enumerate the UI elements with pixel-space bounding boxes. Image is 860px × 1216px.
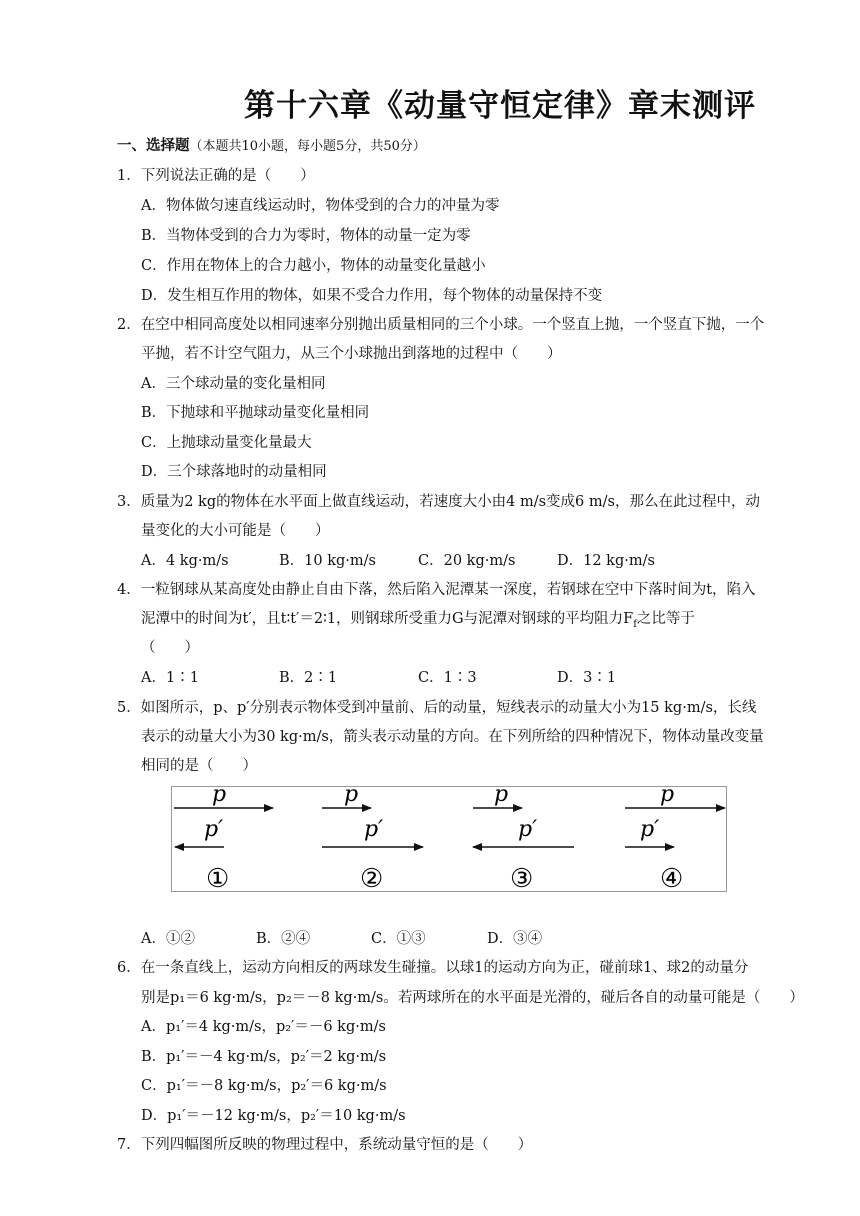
question-5-stem-paren: 相同的是（ ） [141, 758, 257, 774]
question-5-option-a: A．①② [141, 931, 195, 947]
momentum-arrows-figure [171, 786, 727, 892]
question-4-stem-paren: （ ） [141, 640, 199, 656]
question-3-option-c: C．20 kg·m/s [418, 553, 516, 569]
question-5-option-c: C．①③ [371, 931, 426, 947]
question-6-option-d: D．p₁′＝－12 kg·m/s，p₂′＝10 kg·m/s [141, 1108, 406, 1124]
question-4-stem-continued [141, 609, 695, 635]
case-3-pp-label: p′ [518, 817, 538, 842]
question-4-option-c: C．1∶3 [418, 670, 477, 686]
question-2-option-c: C．上抛球动量变化量最大 [141, 435, 312, 451]
question-4-option-a: A．1∶1 [141, 670, 199, 686]
question-3-option-b: B．10 kg·m/s [279, 553, 376, 569]
momentum-arrows-svg [172, 787, 726, 891]
question-5-option-b: B．②④ [256, 931, 311, 947]
question-2-option-a: A．三个球动量的变化量相同 [141, 376, 326, 392]
case-2-number: ② [360, 864, 384, 891]
case-3-p-label: p [494, 787, 509, 807]
case-2-p-label: p [344, 787, 359, 807]
section-heading [117, 136, 426, 157]
case-2-pp-label: p′ [364, 817, 384, 842]
question-4-subscript: f [633, 618, 637, 630]
question-3-option-a: A．4 kg·m/s [141, 553, 229, 569]
question-4-stem-text: 泥潭中的时间为t′，且t∶t′＝2∶1，则钢球所受重力G与泥潭对钢球的平均阻力F [141, 611, 634, 627]
question-1-stem: 1．下列说法正确的是（ ） [117, 168, 315, 184]
question-1-option-a: A．物体做匀速直线运动时，物体受到的合力的冲量为零 [141, 198, 500, 214]
question-4-option-b: B．2∶1 [279, 670, 338, 686]
question-2-stem-continued: 平抛，若不计空气阻力，从三个小球抛出到落地的过程中（ ） [141, 346, 562, 362]
question-2-stem: 2．在空中相同高度处以相同速率分别抛出质量相同的三个小球。一个竖直上抛，一个竖直下抛，一个 [117, 317, 765, 333]
case-1-p-label: p [212, 787, 227, 807]
question-6-option-c: C．p₁′＝－8 kg·m/s，p₂′＝6 kg·m/s [141, 1078, 387, 1094]
question-7-stem: 7．下列四幅图所反映的物理过程中，系统动量守恒的是（ ） [117, 1137, 533, 1153]
question-1-option-b: B．当物体受到的合力为零时，物体的动量一定为零 [141, 228, 471, 244]
question-3-stem: 3．质量为2 kg的物体在水平面上做直线运动，若速度大小由4 m/s变成6 m/s，那么在此过程中，动 [117, 494, 760, 510]
case-4-pp-label: p′ [640, 817, 660, 842]
question-6-option-a: A．p₁′＝4 kg·m/s，p₂′＝－6 kg·m/s [141, 1019, 386, 1035]
question-3-option-d: D．12 kg·m/s [557, 553, 655, 569]
question-1-option-d: D．发生相互作用的物体，如果不受合力作用，每个物体的动量保持不变 [141, 288, 603, 304]
question-4-option-d: D．3∶1 [557, 670, 617, 686]
case-1-pp-label: p′ [204, 817, 224, 842]
question-3-stem-continued: 量变化的大小可能是（ ） [141, 523, 330, 539]
question-4-stem: 4．一粒钢球从某高度处由静止自由下落，然后陷入泥潭某一深度，若钢球在空中下落时间为t，陷入 [117, 582, 756, 598]
question-6-option-b: B．p₁′＝－4 kg·m/s，p₂′＝2 kg·m/s [141, 1049, 387, 1065]
case-4-p-label: p [660, 787, 675, 807]
case-1-number: ① [206, 864, 230, 891]
section-heading-text: 一、选择题 [117, 138, 190, 154]
question-2-option-b: B．下抛球和平抛球动量变化量相同 [141, 405, 370, 421]
question-5-stem-continued: 表示的动量大小为30 kg·m/s，箭头表示动量的方向。在下列所给的四种情况下，物体动量改变量 [141, 729, 764, 745]
question-5-option-d: D．③④ [487, 931, 543, 947]
question-5-stem: 5．如图所示，p、p′分别表示物体受到冲量前、后的动量，短线表示的动量大小为15 kg·m/s，长线 [117, 700, 757, 716]
question-6-stem-continued: 别是p₁＝6 kg·m/s，p₂＝－8 kg·m/s。若两球所在的水平面是光滑的，碰后各自的动量可能是（ ） [141, 990, 804, 1006]
page-title: 第十六章《动量守恒定律》章末测评 [244, 88, 756, 124]
section-note: （本题共10小题，每小题5分，共50分） [189, 139, 426, 154]
case-3-number: ③ [510, 864, 534, 891]
question-2-option-d: D．三个球落地时的动量相同 [141, 464, 327, 480]
question-1-option-c: C．作用在物体上的合力越小，物体的动量变化量越小 [141, 258, 486, 274]
question-4-stem-end: 之比等于 [636, 611, 695, 627]
case-4-number: ④ [660, 864, 684, 891]
question-6-stem: 6．在一条直线上，运动方向相反的两球发生碰撞。以球1的运动方向为正，碰前球1、球2的动量分 [117, 960, 749, 976]
